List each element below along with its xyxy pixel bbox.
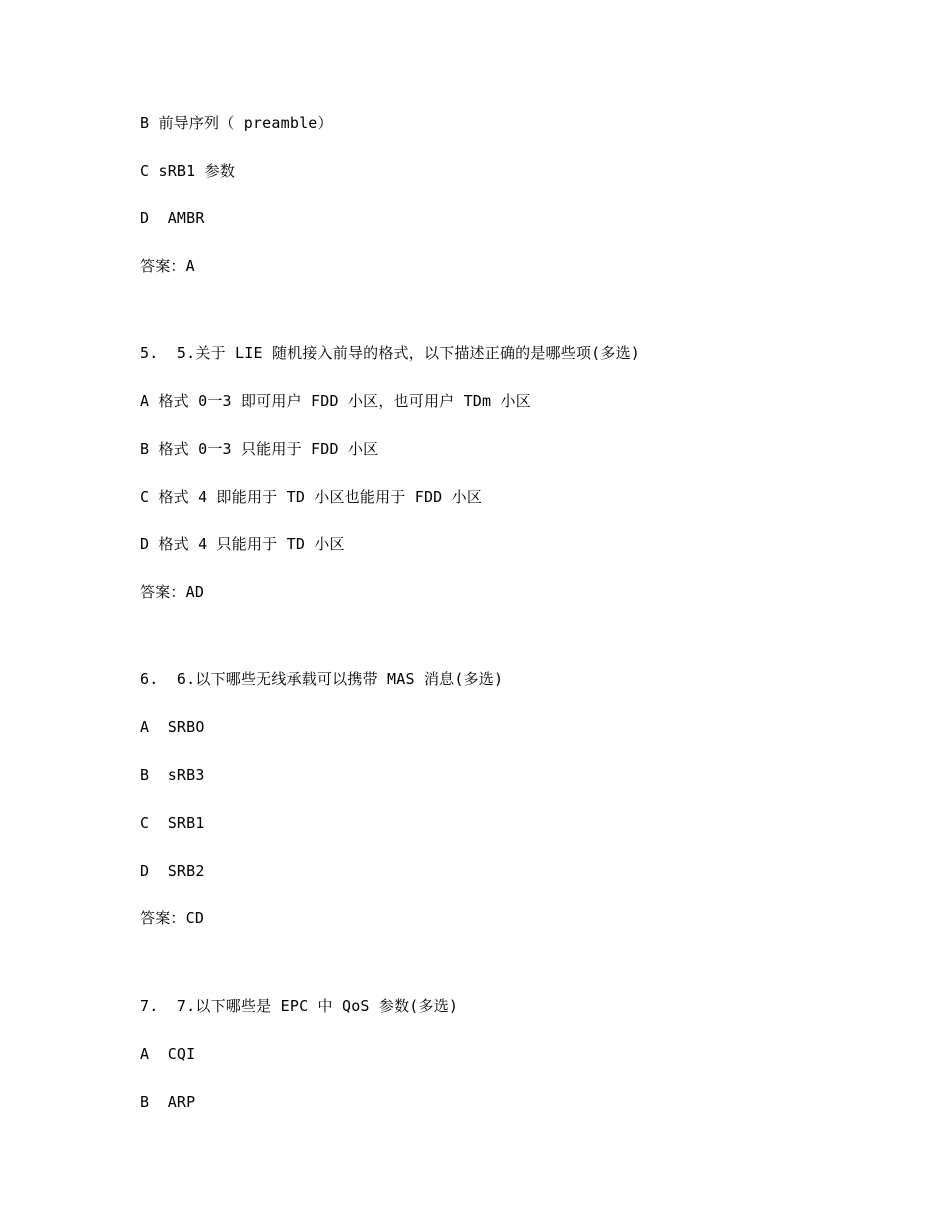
- q5-answer: 答案：AD: [140, 583, 205, 601]
- q6-question: 6. 6.以下哪些无线承载可以携带 MAS 消息(多选): [140, 670, 504, 688]
- q5-option-a: A 格式 0一3 即可用户 FDD 小区，也可用户 TDm 小区: [140, 392, 531, 410]
- q6-option-a: A SRBO: [140, 718, 205, 736]
- q5-option-d: D 格式 4 只能用于 TD 小区: [140, 535, 345, 553]
- q5-option-c: C 格式 4 即能用于 TD 小区也能用于 FDD 小区: [140, 488, 483, 506]
- q6-option-b: B sRB3: [140, 766, 205, 784]
- q7-option-b: B ARP: [140, 1093, 196, 1111]
- q4-answer: 答案：A: [140, 257, 195, 275]
- q4-option-d: D AMBR: [140, 209, 205, 227]
- q5-option-b: B 格式 0一3 只能用于 FDD 小区: [140, 440, 379, 458]
- q4-option-b: B 前导序列（ preamble）: [140, 114, 333, 132]
- q5-question: 5. 5.关于 LIE 随机接入前导的格式，以下描述正确的是哪些项(多选): [140, 344, 641, 362]
- q4-option-c: C sRB1 参数: [140, 162, 236, 180]
- q6-option-c: C SRB1: [140, 814, 205, 832]
- q7-question: 7. 7.以下哪些是 EPC 中 QoS 参数(多选): [140, 997, 459, 1015]
- q6-answer: 答案：CD: [140, 909, 205, 927]
- q7-option-a: A CQI: [140, 1045, 196, 1063]
- q6-option-d: D SRB2: [140, 862, 205, 880]
